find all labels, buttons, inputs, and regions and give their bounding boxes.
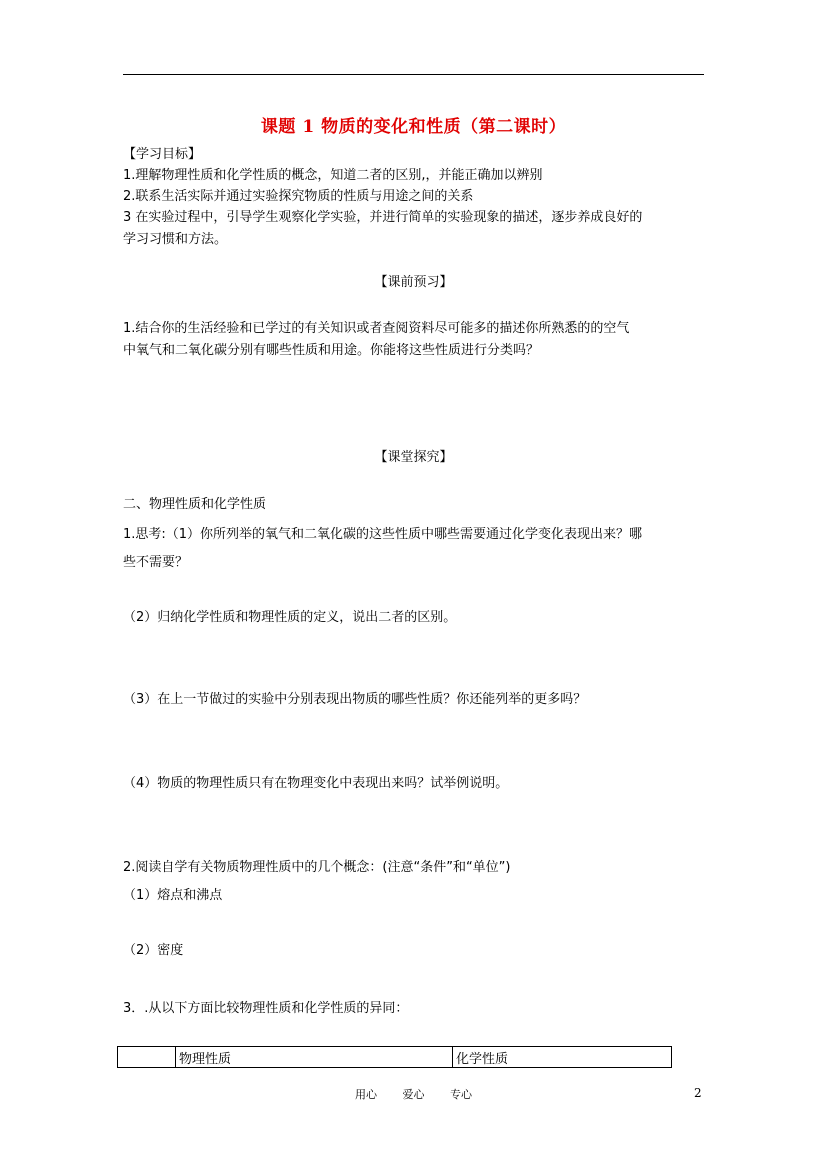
table-header-physical: 物理性质 (176, 1047, 453, 1068)
question-1-line-1: 1.思考:（1）你所列举的氧气和二氧化碳的这些性质中哪些需要通过化学变化表现出来？哪 (123, 527, 643, 542)
reading-item-2: （2）密度 (123, 943, 184, 958)
question-2: （2）归纳化学性质和物理性质的定义，说出二者的区别。 (123, 610, 457, 625)
table-header-chemical: 化学性质 (453, 1047, 672, 1068)
explore-heading: 【课堂探究】 (374, 450, 453, 465)
footer-word-3: 专心 (450, 1088, 472, 1101)
table-row (118, 1047, 672, 1068)
preview-question-line-2: 中氧气和二氧化碳分别有哪些性质和用途。你能将这些性质进行分类吗？ (123, 343, 540, 358)
page-title: 课题 1 物质的变化和性质（第二课时） (260, 117, 567, 137)
objective-item-3-cont: 学习习惯和方法。 (123, 232, 228, 247)
table-header-blank (118, 1047, 176, 1068)
preview-question-line-1: 1.结合你的生活经验和已学过的有关知识或者查阅资料尽可能多的描述你所熟悉的的空气 (123, 321, 630, 336)
objective-item-3: 3 在实验过程中，引导学生观察化学实验，并进行简单的实验现象的描述，逐步养成良好的 (123, 210, 643, 225)
footer-word-2: 爱心 (402, 1088, 425, 1101)
page-footer (0, 1086, 827, 1102)
comparison-table (117, 1046, 672, 1068)
section-heading: 二、物理性质和化学性质 (123, 497, 267, 512)
objective-item-1: 1.理解物理性质和化学性质的概念，知道二者的区别,，并能正确加以辨别 (123, 168, 543, 183)
reading-item-1: （1）熔点和沸点 (123, 888, 223, 903)
preview-heading: 【课前预习】 (374, 275, 453, 290)
header-rule (123, 74, 704, 75)
objective-item-2: 2.联系生活实际并通过实验探究物质的性质与用途之间的关系 (123, 189, 474, 204)
question-1-line-2: 些不需要？ (123, 555, 189, 570)
reading-task: 2.阅读自学有关物质物理性质中的几个概念：(注意“条件”和“单位”) (123, 860, 511, 875)
objectives-heading: 【学习目标】 (123, 147, 202, 162)
compare-task: 3．.从以下方面比较物理性质和化学性质的异同： (123, 1001, 409, 1016)
footer-word-1: 用心 (355, 1088, 377, 1101)
question-3: （3）在上一节做过的实验中分别表现出物质的哪些性质？你还能列举的更多吗？ (123, 692, 587, 707)
question-4: （4）物质的物理性质只有在物理变化中表现出来吗？试举例说明。 (123, 776, 509, 791)
page-number: 2 (694, 1086, 702, 1100)
